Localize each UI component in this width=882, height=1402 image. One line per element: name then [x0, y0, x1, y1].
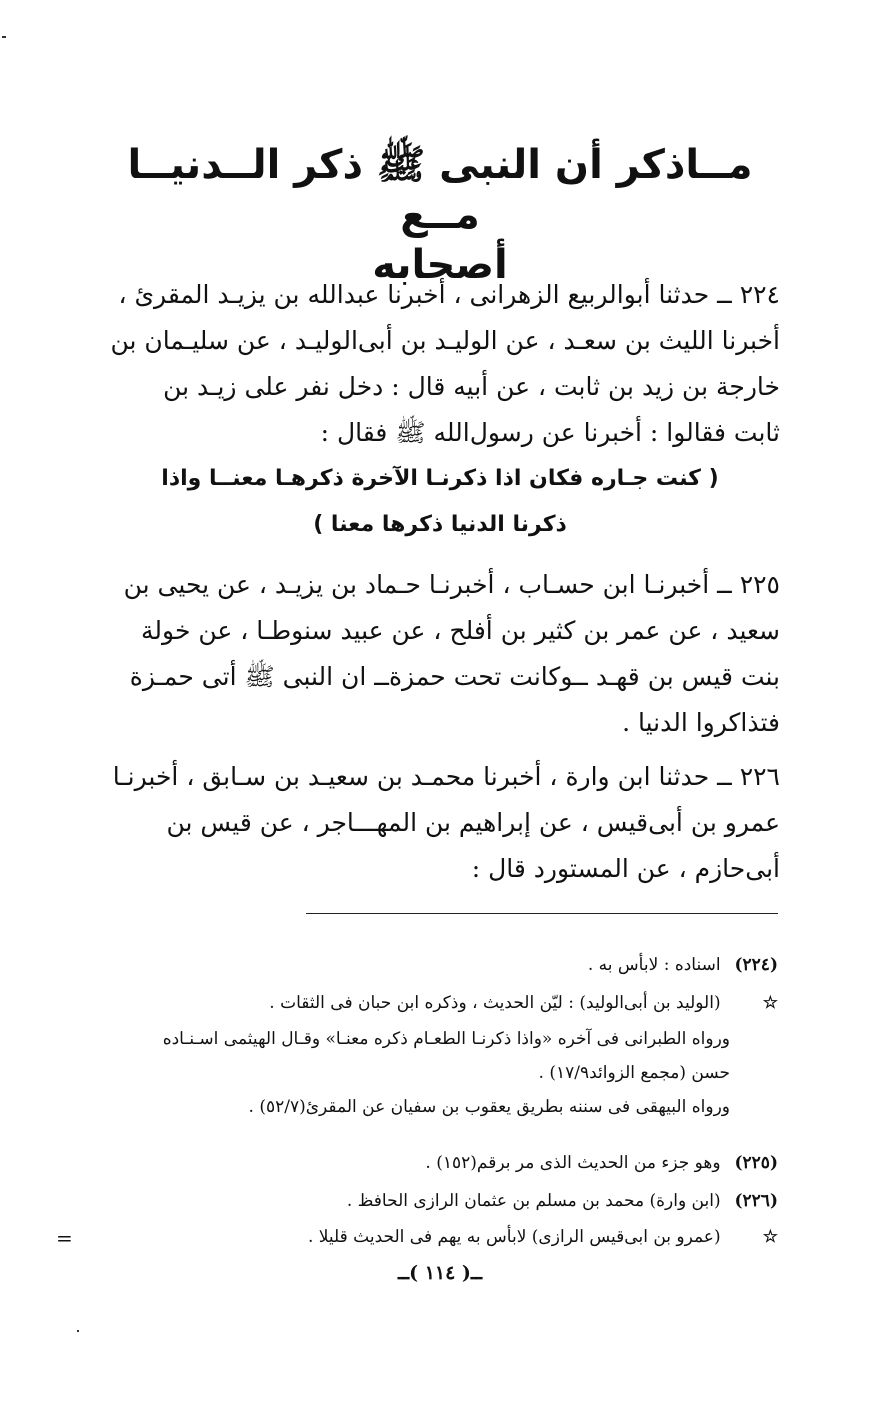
page-number: ــ( ١١٤ )ــ [397, 1262, 483, 1284]
footnote-mark: (٢٢٥) [734, 1153, 778, 1173]
hadith-line: خارجة بن زيد بن ثابت ، عن أبيه قال : دخل نفر على زيـد بن [163, 372, 780, 401]
footnote-separator [306, 913, 778, 914]
chapter-title [100, 140, 780, 290]
hadith-225 [100, 562, 780, 746]
hadith-226 [100, 754, 780, 892]
star-icon: ☆ [762, 1227, 778, 1247]
hadith-line: بنت قيس بن قهـد ــوكانت تحت حمزةــ ان النبى ﷺ أتى حمـزة [129, 662, 780, 691]
margin-mark: = [56, 1226, 73, 1250]
matn-line: ( كنت جـاره فكان اذا ذكرنـا الآخرة ذكرهـا معنــا واذا [161, 466, 719, 491]
footnote-text: (عمرو بن ابى‌قيس الرازى) لابأس به يهم فى الحديث قليلا . [307, 1227, 721, 1247]
footnote-text: وهو جزء من الحديث الذى مر برقم(١٥٢) . [425, 1153, 721, 1173]
footnote-continuation [98, 1022, 778, 1124]
footnote-text: ورواه البيهقى فى سننه بطريق يعقوب بن سفيان عن المقرئ(٥٢/٧) . [248, 1097, 730, 1117]
footnote-star-1 [98, 986, 778, 1020]
chapter-title-line-2: أصحابه [372, 242, 508, 288]
hadith-line: سعيد ، عن عمر بن كثير بن أفلح ، عن عبيد سنوطـا ، عن خولة [141, 616, 780, 645]
hadith-line: ٢٢٥ ــ أخبرنـا ابن حسـاب ، أخبرنـا حـماد بن يزيـد ، عن يحيى بن [123, 570, 780, 599]
hadith-line: أخبرنا الليث بن سعـد ، عن الوليـد بن أبى‌الوليـد ، عن سليـمان بن [110, 326, 780, 355]
scan-speck [77, 1330, 79, 1332]
hadith-line: فتذاكروا الدنيا . [622, 708, 780, 737]
hadith-line: ٢٢٤ ــ حدثنا أبوالربيع الزهرانى ، أخبرنا عبدالله بن يزيـد المقرئ ، [118, 280, 780, 309]
hadith-line: عمرو بن أبى‌قيس ، عن إبراهيم بن المهـــاجر ، عن قيس بن [166, 808, 780, 837]
hadith-line: ٢٢٦ ــ حدثنا ابن وارة ، أخبرنا محمـد بن سعيـد بن سـابق ، أخبرنـا [112, 762, 780, 791]
footnote-mark: (٢٢٦) [734, 1191, 778, 1211]
footnote-226 [98, 1184, 778, 1218]
hadith-224 [100, 272, 780, 456]
footnote-224 [98, 948, 778, 982]
matn-line: ذكرنا الدنيا ذكرها معنا ) [313, 512, 567, 537]
hadith-line: ثابت فقالوا : أخبرنا عن رسول‌الله ﷺ فقال : [320, 418, 780, 447]
chapter-title-line-1: مــاذكر أن النبى ﷺ ذكر الــدنيــا مــع [127, 142, 753, 238]
star-icon: ☆ [762, 993, 778, 1013]
footnote-star-2 [98, 1220, 778, 1254]
footnote-text: (ابن وارة) محمد بن مسلم بن عثمان الرازى الحافظ . [346, 1191, 721, 1211]
footnote-text: اسناده : لابأس به . [587, 955, 721, 975]
footnote-text: (الوليد بن أبى‌الوليد) : ليّن الحديث ، وذكره ابن حبان فى الثقات . [269, 993, 721, 1013]
hadith-line: أبى‌حازم ، عن المستورد قال : [471, 854, 780, 883]
footnote-225 [98, 1146, 778, 1180]
scan-speck [2, 36, 6, 38]
footnote-text: ورواه الطبرانى فى آخره «واذا ذكرنـا الطعـام ذكره معنـا» وقـال الهيثمى اسـنـاده [162, 1029, 730, 1049]
hadith-224-matn [120, 456, 760, 548]
footnote-mark: (٢٢٤) [734, 955, 778, 975]
footnote-text: حسن (مجمع الزوائد١٧/٩) . [538, 1063, 730, 1083]
